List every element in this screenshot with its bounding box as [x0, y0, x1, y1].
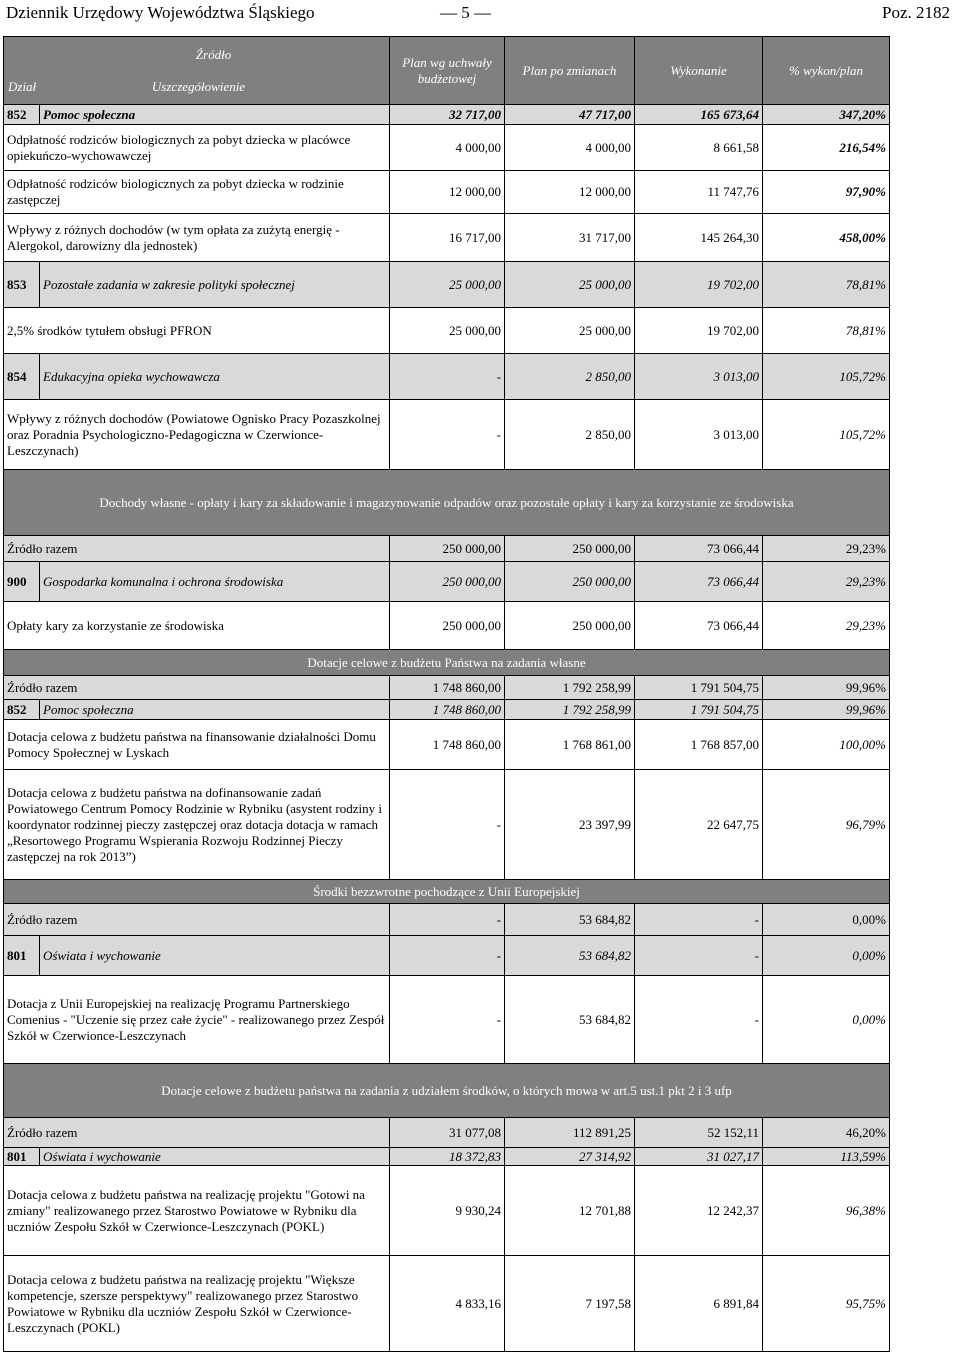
item-row [4, 214, 890, 262]
plan-value: 32 717,00 [390, 105, 505, 125]
percent-value: 96,79% [763, 770, 890, 880]
item-row [4, 602, 890, 650]
execution-value: 3 013,00 [635, 400, 763, 470]
plan-changed-value: 2 850,00 [505, 400, 635, 470]
execution-value: - [635, 976, 763, 1064]
execution-value: 145 264,30 [635, 214, 763, 262]
dzial-row [4, 562, 890, 602]
percent-value: 113,59% [763, 1148, 890, 1166]
plan-value: - [390, 936, 505, 976]
plan-changed-value: 250 000,00 [505, 602, 635, 650]
plan-changed-value: 53 684,82 [505, 904, 635, 936]
source-total-row [4, 1118, 890, 1148]
plan-value: - [390, 976, 505, 1064]
header-plan-po-zmianach: Plan po zmianach [505, 37, 635, 105]
item-desc: Dotacja celowa z budżetu państwa na realizację projektu "Gotowi na zmiany" realizowanego przez Starostwo Powiatowe w Rybniku dla uczniów Zespołu Szkół w Czerwionce-Leszczynach (POKL) [4, 1166, 390, 1256]
execution-value: 3 013,00 [635, 354, 763, 400]
execution-value: 12 242,37 [635, 1166, 763, 1256]
plan-changed-value: 53 684,82 [505, 936, 635, 976]
source-group-title: Dochody własne - opłaty i kary za składowanie i magazynowanie odpadów oraz pozostałe opłaty i kary za korzystanie ze środowiska [4, 470, 890, 536]
dzial-code: 852 [4, 700, 40, 720]
execution-value: 1 791 504,75 [635, 700, 763, 720]
plan-value: - [390, 400, 505, 470]
plan-changed-value: 25 000,00 [505, 262, 635, 308]
plan-value: 4 833,16 [390, 1256, 505, 1352]
dzial-row [4, 1148, 890, 1166]
plan-value: 250 000,00 [390, 562, 505, 602]
item-row [4, 308, 890, 354]
plan-value: 4 000,00 [390, 125, 505, 171]
item-desc: Dotacja celowa z budżetu państwa na realizację projektu "Większe kompetencje, szersze perspektywy" realizowanego przez Starostwo Powiatowe w Rybniku dla uczniów Zespołu Szkół w Czerwionce-Leszczynach (POKL) [4, 1256, 390, 1352]
item-desc: Odpłatność rodziców biologicznych za pobyt dziecka w placówce opiekuńczo-wychowawczej [4, 125, 390, 171]
execution-value: 1 791 504,75 [635, 676, 763, 700]
item-desc: Wpływy z różnych dochodów (Powiatowe Ognisko Pracy Pozaszkolnej oraz Poradnia Psychologiczno-Pedagogiczna w Czerwionce-Leszczynach) [4, 400, 390, 470]
dzial-row [4, 262, 890, 308]
plan-changed-value: 7 197,58 [505, 1256, 635, 1352]
item-desc: Opłaty kary za korzystanie ze środowiska [4, 602, 390, 650]
header-procent: % wykon/plan [763, 37, 890, 105]
header-dzial: Dział [8, 78, 37, 94]
source-total-label: Źródło razem [4, 904, 390, 936]
percent-value: 46,20% [763, 1118, 890, 1148]
plan-value: 16 717,00 [390, 214, 505, 262]
dzial-code: 900 [4, 562, 40, 602]
item-desc: Odpłatność rodziców biologicznych za pobyt dziecka w rodzinie zastępczej [4, 171, 390, 214]
source-group-title-row [4, 650, 890, 676]
execution-value: 22 647,75 [635, 770, 763, 880]
percent-value: 95,75% [763, 1256, 890, 1352]
item-row [4, 770, 890, 880]
item-row [4, 1256, 890, 1352]
header-zrodlo: Źródło [195, 46, 232, 62]
percent-value: 0,00% [763, 904, 890, 936]
dzial-name: Oświata i wychowanie [40, 936, 390, 976]
plan-changed-value: 1 768 861,00 [505, 720, 635, 770]
percent-value: 99,96% [763, 676, 890, 700]
dzial-name: Oświata i wychowanie [40, 1148, 390, 1166]
dzial-row [4, 936, 890, 976]
percent-value: 96,38% [763, 1166, 890, 1256]
source-group-title: Dotacje celowe z budżetu Państwa na zadania własne [4, 650, 890, 676]
execution-value: 165 673,64 [635, 105, 763, 125]
plan-changed-value: 250 000,00 [505, 562, 635, 602]
execution-value: 73 066,44 [635, 536, 763, 562]
plan-value: 18 372,83 [390, 1148, 505, 1166]
execution-value: 73 066,44 [635, 602, 763, 650]
position-number: Poz. 2182 [882, 3, 950, 22]
item-desc: Dotacja celowa z budżetu państwa na finansowanie działalności Domu Pomocy Społecznej w Lyskach [4, 720, 390, 770]
plan-changed-value: 47 717,00 [505, 105, 635, 125]
dzial-code: 854 [4, 354, 40, 400]
percent-value: 29,23% [763, 562, 890, 602]
revenue-table [3, 36, 890, 1352]
plan-changed-value: 112 891,25 [505, 1118, 635, 1148]
dzial-row [4, 700, 890, 720]
dzial-name: Edukacyjna opieka wychowawcza [40, 354, 390, 400]
plan-value: 12 000,00 [390, 171, 505, 214]
execution-value: 8 661,58 [635, 125, 763, 171]
percent-value: 29,23% [763, 602, 890, 650]
dzial-name: Gospodarka komunalna i ochrona środowiska [40, 562, 390, 602]
percent-value: 100,00% [763, 720, 890, 770]
item-desc: Dotacja z Unii Europejskiej na realizację Programu Partnerskiego Comenius - "Uczenie się przez całe życie" - realizowanego przez Zespół Szkół w Czerwionce-Leszczynach [4, 976, 390, 1064]
item-row [4, 976, 890, 1064]
plan-changed-value: 25 000,00 [505, 308, 635, 354]
execution-value: 1 768 857,00 [635, 720, 763, 770]
plan-value: 25 000,00 [390, 262, 505, 308]
source-group-title-row [4, 470, 890, 536]
execution-value: 6 891,84 [635, 1256, 763, 1352]
percent-value: 105,72% [763, 354, 890, 400]
plan-changed-value: 4 000,00 [505, 125, 635, 171]
plan-value: 1 748 860,00 [390, 700, 505, 720]
execution-value: 19 702,00 [635, 262, 763, 308]
item-row [4, 171, 890, 214]
header-wykonanie: Wykonanie [635, 37, 763, 105]
percent-value: 99,96% [763, 700, 890, 720]
percent-value: 105,72% [763, 400, 890, 470]
execution-value: 11 747,76 [635, 171, 763, 214]
source-total-row [4, 536, 890, 562]
dzial-name: Pomoc społeczna [40, 700, 390, 720]
item-desc: Wpływy z różnych dochodów (w tym opłata za zużytą energię - Alergokol, darowizny dla jednostek) [4, 214, 390, 262]
plan-changed-value: 2 850,00 [505, 354, 635, 400]
header-zrodlo-dzial [4, 37, 390, 105]
plan-changed-value: 23 397,99 [505, 770, 635, 880]
source-group-title-row [4, 880, 890, 904]
percent-value: 78,81% [763, 308, 890, 354]
dzial-code: 801 [4, 1148, 40, 1166]
header-plan-uchwaly: Plan wg uchwały budżetowej [390, 37, 505, 105]
source-group-title: Dotacje celowe z budżetu państwa na zadania z udziałem środków, o których mowa w art.5 ust.1 pkt 2 i 3 ufp [4, 1064, 890, 1118]
plan-value: 1 748 860,00 [390, 720, 505, 770]
percent-value: 97,90% [763, 171, 890, 214]
percent-value: 29,23% [763, 536, 890, 562]
page-header [0, 0, 960, 28]
source-total-label: Źródło razem [4, 676, 390, 700]
plan-value: 31 077,08 [390, 1118, 505, 1148]
execution-value: 73 066,44 [635, 562, 763, 602]
execution-value: 52 152,11 [635, 1118, 763, 1148]
dzial-row [4, 105, 890, 125]
percent-value: 0,00% [763, 976, 890, 1064]
percent-value: 216,54% [763, 125, 890, 171]
source-total-row [4, 676, 890, 700]
percent-value: 0,00% [763, 936, 890, 976]
execution-value: 19 702,00 [635, 308, 763, 354]
percent-value: 78,81% [763, 262, 890, 308]
journal-title: Dziennik Urzędowy Województwa Śląskiego [6, 3, 315, 22]
plan-changed-value: 1 792 258,99 [505, 676, 635, 700]
plan-changed-value: 31 717,00 [505, 214, 635, 262]
plan-value: - [390, 354, 505, 400]
plan-value: 1 748 860,00 [390, 676, 505, 700]
source-total-label: Źródło razem [4, 1118, 390, 1148]
plan-changed-value: 12 701,88 [505, 1166, 635, 1256]
percent-value: 347,20% [763, 105, 890, 125]
dzial-name: Pomoc społeczna [40, 105, 390, 125]
execution-value: - [635, 904, 763, 936]
plan-changed-value: 27 314,92 [505, 1148, 635, 1166]
header-uszczegolowienie: Uszczegółowienie [151, 78, 246, 94]
page-number: — 5 — [440, 3, 491, 22]
source-total-label: Źródło razem [4, 536, 390, 562]
plan-value: 25 000,00 [390, 308, 505, 354]
percent-value: 458,00% [763, 214, 890, 262]
item-row [4, 720, 890, 770]
source-group-title-row [4, 1064, 890, 1118]
item-desc: Dotacja celowa z budżetu państwa na dofinansowanie zadań Powiatowego Centrum Pomocy Rodzinie w Rybniku (asystent rodziny i koordynator rodzinnej pieczy zastępczej oraz dotacja dotacja w ramach „Resortowego Programu Wspierania Rozwoju Rodzinnej Pieczy zastępczej na rok 2013”) [4, 770, 390, 880]
column-header-row [4, 37, 890, 105]
dzial-code: 852 [4, 105, 40, 125]
item-row [4, 400, 890, 470]
plan-value: 9 930,24 [390, 1166, 505, 1256]
plan-changed-value: 53 684,82 [505, 976, 635, 1064]
execution-value: 31 027,17 [635, 1148, 763, 1166]
item-desc: 2,5% środków tytułem obsługi PFRON [4, 308, 390, 354]
dzial-name: Pozostałe zadania w zakresie polityki społecznej [40, 262, 390, 308]
dzial-code: 853 [4, 262, 40, 308]
item-row [4, 1166, 890, 1256]
plan-changed-value: 1 792 258,99 [505, 700, 635, 720]
plan-value: 250 000,00 [390, 536, 505, 562]
plan-changed-value: 12 000,00 [505, 171, 635, 214]
plan-value: - [390, 770, 505, 880]
plan-value: - [390, 904, 505, 936]
dzial-row [4, 354, 890, 400]
source-total-row [4, 904, 890, 936]
plan-value: 250 000,00 [390, 602, 505, 650]
item-row [4, 125, 890, 171]
execution-value: - [635, 936, 763, 976]
source-group-title: Środki bezzwrotne pochodzące z Unii Europejskiej [4, 880, 890, 904]
plan-changed-value: 250 000,00 [505, 536, 635, 562]
dzial-code: 801 [4, 936, 40, 976]
